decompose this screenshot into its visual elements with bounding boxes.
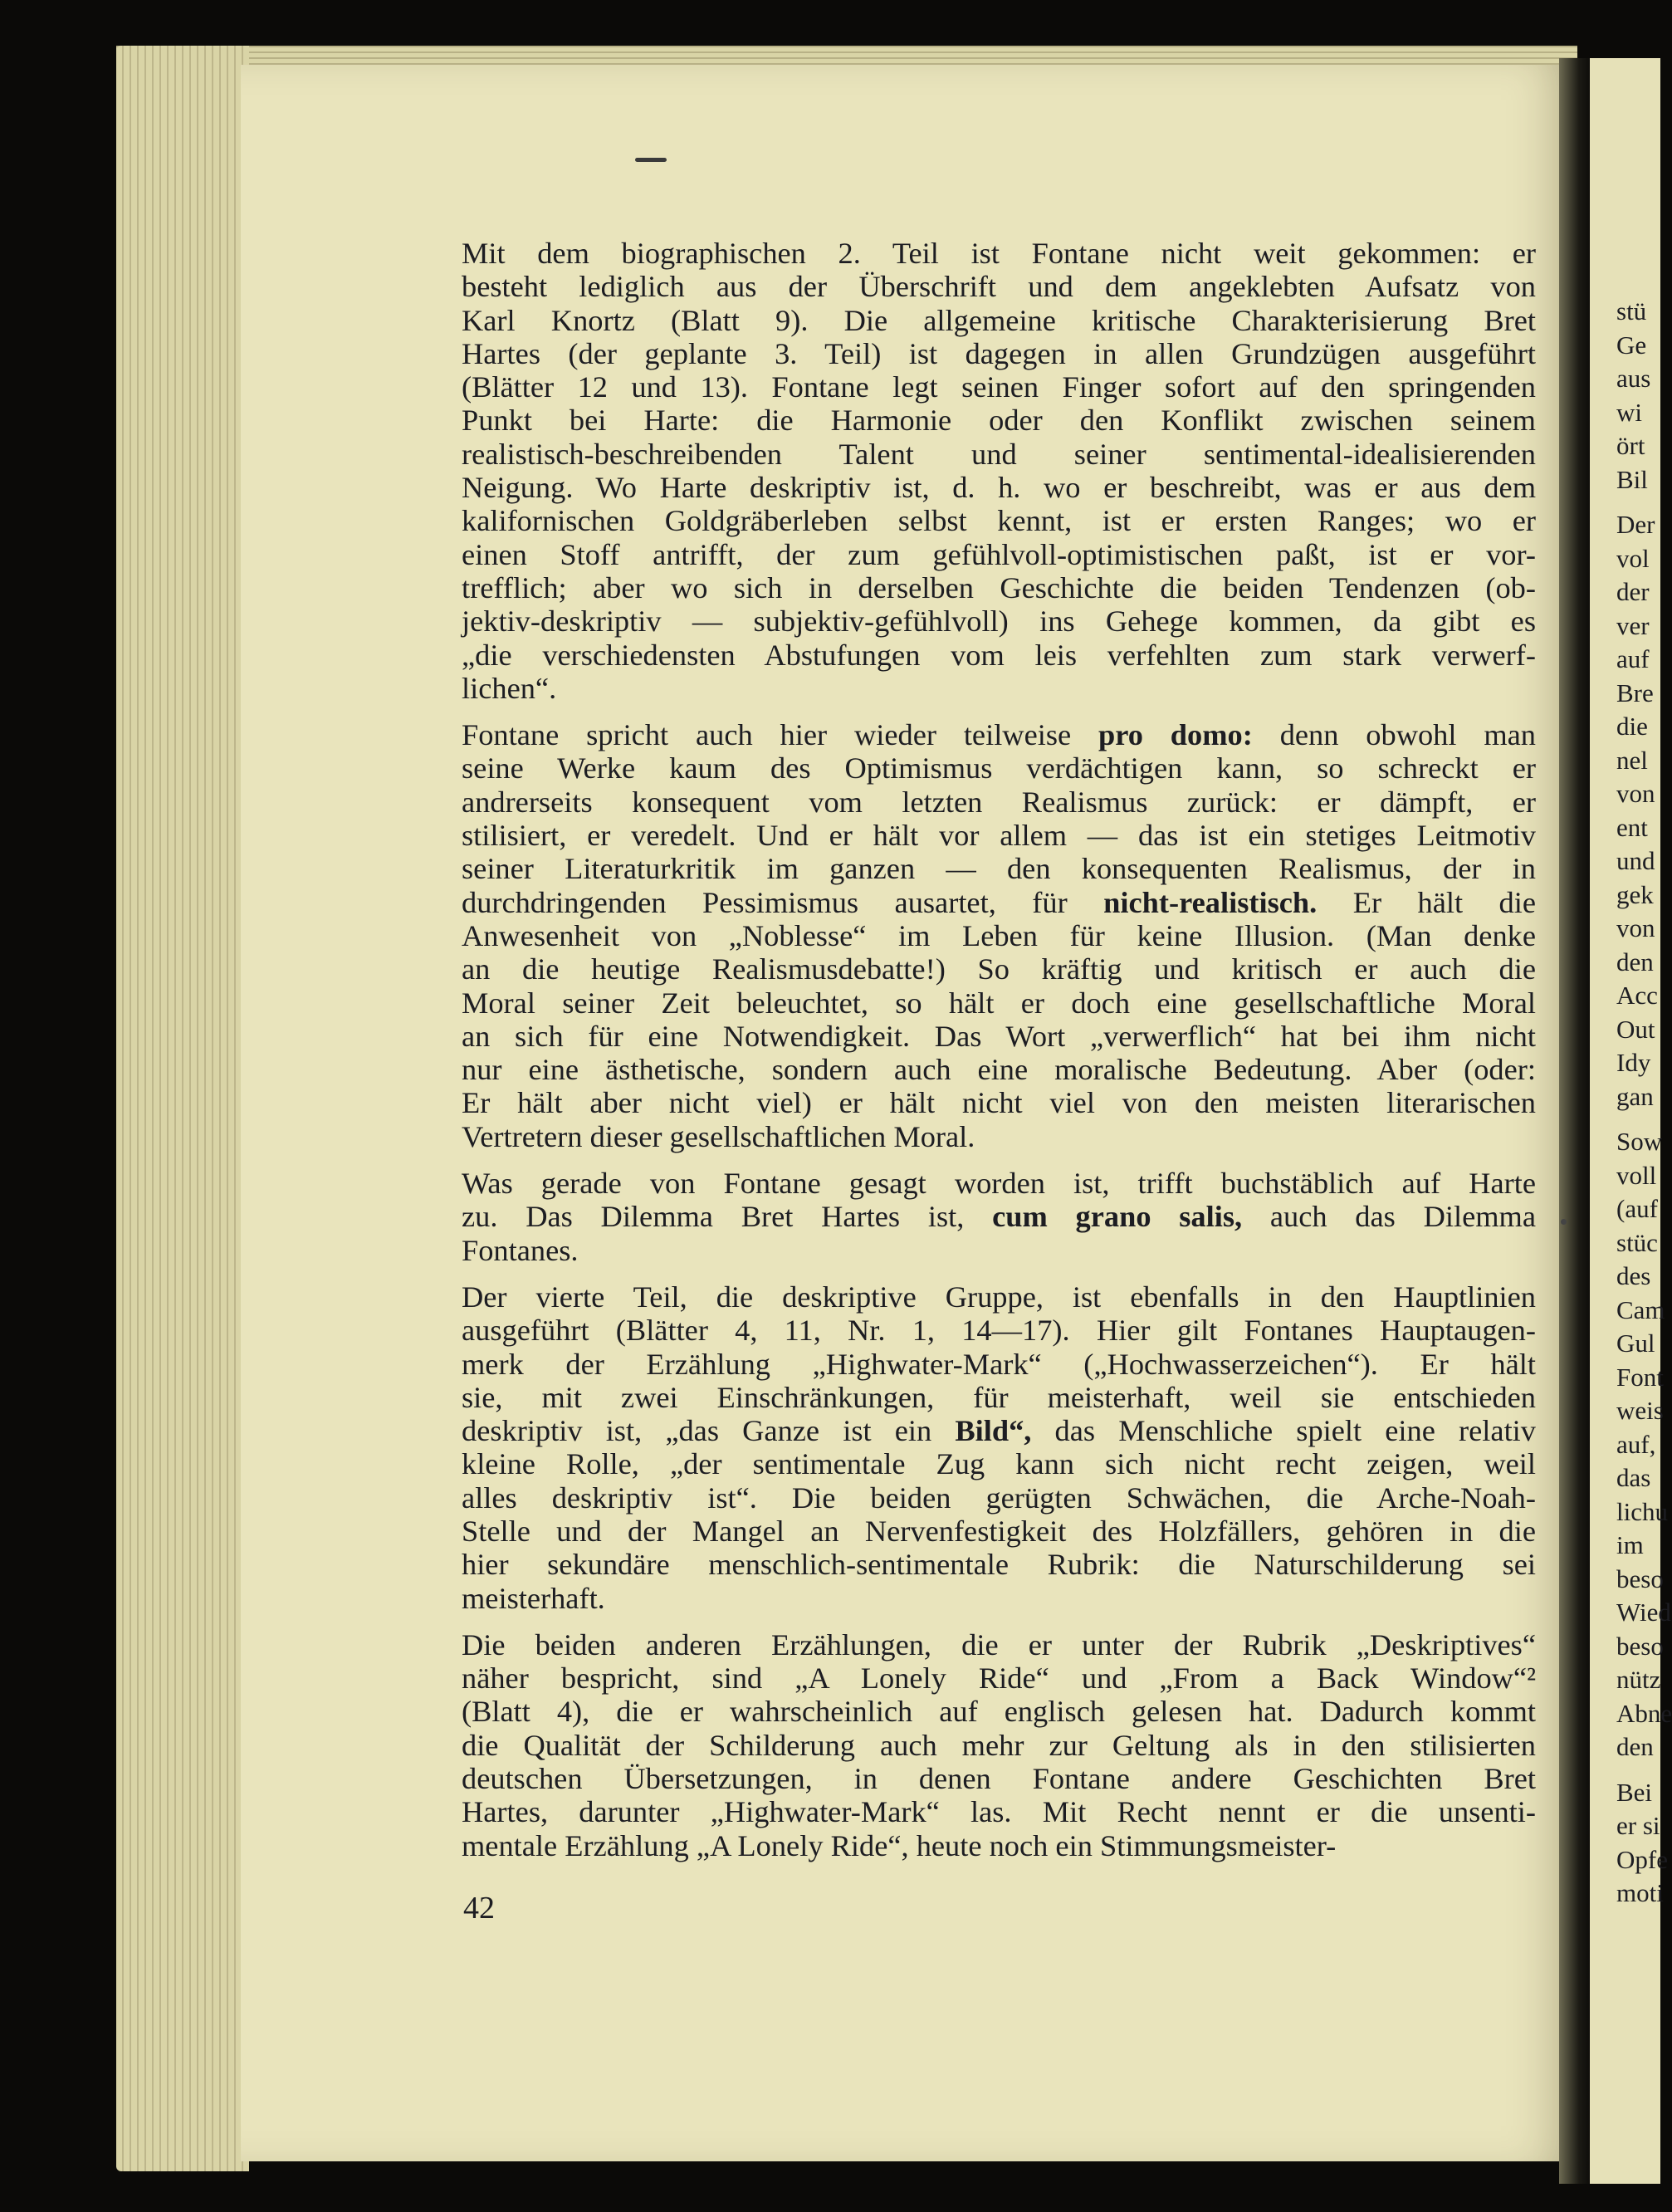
text-line: deskriptiv ist, „das Ganze ist ein Bild“, das Menschliche spielt eine relativ <box>462 1414 1536 1448</box>
text-line: lichen“. <box>462 671 557 705</box>
text-line: andrerseits konsequent vom letzten Realismus zurück: er dämpft, er <box>462 785 1536 819</box>
paragraph <box>462 718 1536 1153</box>
facing-page-fragment: Abne <box>1616 1698 1672 1728</box>
facing-page-fragment: ent <box>1616 812 1648 842</box>
facing-page-fragment: Ge <box>1616 330 1647 360</box>
book-gutter <box>1559 58 1592 2184</box>
facing-page-fragment: (auf <box>1616 1194 1658 1223</box>
facing-page-fragment: des <box>1616 1261 1651 1290</box>
facing-page-fragment: Bil <box>1616 464 1648 494</box>
facing-page-fragment: gek <box>1616 879 1654 909</box>
facing-page-fragment: stü <box>1616 296 1647 325</box>
text-line: Hartes (der geplante 3. Teil) ist dagegen in allen Grundzügen ausgeführt <box>462 336 1536 370</box>
text-line: Moral seiner Zeit beleuchtet, so hält er doch eine gesellschaftliche Moral <box>462 986 1536 1020</box>
bold-term: cum grano salis, <box>992 1200 1243 1234</box>
text-line: (Blätter 12 und 13). Fontane legt seinen Finger sofort auf den springenden <box>462 370 1536 404</box>
text-line: hier sekundäre menschlich-sentimentale Rubrik: die Naturschilderung sei <box>462 1548 1536 1582</box>
text-line: realistisch-beschreibenden Talent und seiner sentimental-idealisierenden <box>462 437 1536 471</box>
text-line: kleine Rolle, „der sentimentale Zug kann sich nicht recht zeigen, weil <box>462 1447 1536 1481</box>
margin-dot <box>1561 1219 1567 1225</box>
bold-term: nicht-realistisch. <box>1103 885 1318 919</box>
text-line: Fontane spricht auch hier wieder teilweise pro domo: denn obwohl man <box>462 718 1536 752</box>
text-line: Mit dem biographischen 2. Teil ist Fontane nicht weit gekommen: er <box>462 237 1536 270</box>
text-line: ausgeführt (Blätter 4, 11, Nr. 1, 14—17). Hier gilt Fontanes Hauptaugen- <box>462 1314 1536 1348</box>
text-line: merk der Erzählung „Highwater-Mark“ („Hochwasserzeichen“). Er hält <box>462 1347 1536 1381</box>
facing-page-fragment: Bei <box>1616 1777 1653 1807</box>
text-line: zu. Das Dilemma Bret Hartes ist, cum grano salis, auch das Dilemma <box>462 1200 1536 1234</box>
facing-page-fragment: gan <box>1616 1081 1654 1111</box>
facing-page-fragment: voll <box>1616 1160 1657 1190</box>
text-line: kalifornischen Goldgräberleben selbst kennt, ist er ersten Ranges; wo er <box>462 504 1536 538</box>
text-line: seiner Literaturkritik im ganzen — den konsequenten Realismus, der in <box>462 852 1536 886</box>
text-line: Vertretern dieser gesellschaftlichen Moral. <box>462 1119 975 1153</box>
facing-page <box>1590 58 1672 2184</box>
text-line: „die verschiedensten Abstufungen vom leis verfehlten zum stark verwerf- <box>462 638 1536 672</box>
bold-term: pro domo: <box>1098 718 1253 752</box>
page-stack-side-edge <box>116 46 249 2171</box>
text-line: einen Stoff antrifft, der zum gefühlvoll-optimistischen paßt, ist er vor- <box>462 537 1536 571</box>
facing-page-fragment: nütz <box>1616 1665 1661 1694</box>
facing-page-fragment: Out <box>1616 1014 1655 1044</box>
facing-page-fragment: Bre <box>1616 678 1654 707</box>
paragraph <box>462 1628 1536 1862</box>
facing-page-fragment: wi <box>1616 397 1642 427</box>
text-line: Er hält aber nicht viel) er hält nicht viel von den meisten literarischen <box>462 1086 1536 1120</box>
paragraph <box>462 1167 1536 1267</box>
text-line: trefflich; aber wo sich in derselben Geschichte die beiden Tendenzen (ob- <box>462 570 1536 604</box>
text-line: durchdringenden Pessimismus ausartet, für nicht-realistisch. Er hält die <box>462 885 1537 919</box>
text-line: nur eine ästhetische, sondern auch eine moralische Bedeutung. Aber (oder: <box>462 1053 1536 1087</box>
text-line: Punkt bei Harte: die Harmonie oder den Konflikt zwischen seinem <box>462 404 1536 438</box>
bold-term: Bild“, <box>955 1414 1032 1448</box>
text-line: Karl Knortz (Blatt 9). Die allgemeine kritische Charakterisierung Bret <box>462 303 1536 337</box>
facing-page-fragment: von <box>1616 779 1655 808</box>
facing-page-fragment: auf <box>1616 644 1650 673</box>
text-line: an sich für eine Notwendigkeit. Das Wort „verwerflich“ hat bei ihm nicht <box>462 1019 1536 1053</box>
facing-page-fragment: lichu <box>1616 1496 1668 1526</box>
facing-page-fragment: den <box>1616 947 1654 976</box>
text-line: die Qualität der Schilderung auch mehr zur Geltung als in den stilisierten <box>462 1728 1536 1762</box>
text-line: seine Werke kaum des Optimismus verdächtigen kann, so schreckt er <box>462 751 1536 785</box>
facing-page-fragment: die <box>1616 712 1648 741</box>
facing-page-text-fragments <box>1616 295 1672 1911</box>
text-line: Anwesenheit von „Noblesse“ im Leben für keine Illusion. (Man denke <box>462 918 1536 952</box>
facing-page-fragment: Der <box>1616 510 1655 539</box>
paragraph <box>462 1280 1536 1615</box>
facing-page-fragment: ver <box>1616 610 1650 640</box>
text-line: Neigung. Wo Harte deskriptiv ist, d. h. wo er beschreibt, was er aus dem <box>462 471 1536 505</box>
text-line: an die heutige Realismusdebatte!) So kräftig und kritisch er auch die <box>462 952 1536 986</box>
body-text <box>462 237 1536 1876</box>
text-line: Was gerade von Fontane gesagt worden ist, trifft buchstäblich auf Harte <box>462 1167 1536 1201</box>
text-line: (Blatt 4), die er wahrscheinlich auf englisch gelesen hat. Dadurch kommt <box>462 1695 1536 1729</box>
facing-page-fragment: beso <box>1616 1564 1664 1593</box>
facing-page-fragment: ört <box>1616 431 1645 460</box>
text-line: meisterhaft. <box>462 1581 605 1615</box>
text-line: Die beiden anderen Erzählungen, die er unter der Rubrik „Deskriptives“ <box>462 1627 1536 1661</box>
facing-page-fragment: Cam <box>1616 1294 1665 1324</box>
facing-page-fragment: Idy <box>1616 1048 1651 1077</box>
facing-page-fragment: stüc <box>1616 1227 1658 1257</box>
text-line: Der vierte Teil, die deskriptive Gruppe, ist ebenfalls in den Hauptlinien <box>462 1280 1536 1314</box>
facing-page-fragment: er si <box>1616 1811 1660 1840</box>
facing-page-fragment: nel <box>1616 745 1648 775</box>
text-line: näher bespricht, sind „A Lonely Ride“ und „From a Back Window“² <box>462 1661 1536 1696</box>
facing-page-fragment: Sow <box>1616 1127 1663 1156</box>
text-line: jektiv-deskriptiv — subjektiv-gefühlvoll) ins Gehege kommen, da gibt es <box>462 604 1536 639</box>
text-line: besteht lediglich aus der Überschrift und dem angeklebten Aufsatz von <box>462 270 1536 304</box>
facing-page-fragment: vol <box>1616 543 1650 573</box>
facing-page-fragment: aus <box>1616 364 1651 393</box>
facing-page-fragment: Opfe <box>1616 1844 1668 1874</box>
text-line: stilisiert, er veredelt. Und er hält vor allem — das ist ein stetiges Leitmotiv <box>462 819 1536 853</box>
text-line: Hartes, darunter „Highwater-Mark“ las. Mit Recht nennt er die unsenti- <box>462 1795 1536 1829</box>
facing-page-fragment: und <box>1616 846 1655 875</box>
text-line: sie, mit zwei Einschränkungen, für meisterhaft, weil sie entschieden <box>462 1380 1536 1414</box>
facing-page-fragment: das <box>1616 1463 1651 1492</box>
facing-page-fragment: im <box>1616 1530 1644 1559</box>
facing-page-fragment: beso <box>1616 1631 1664 1661</box>
paragraph <box>462 237 1536 705</box>
pencil-mark <box>635 158 667 162</box>
facing-page-fragment: Acc <box>1616 981 1658 1010</box>
facing-page-fragment: der <box>1616 577 1650 606</box>
text-line: Stelle und der Mangel an Nervenfestigkeit des Holzfällers, gehören in die <box>462 1514 1536 1548</box>
facing-page-fragment: Gul <box>1616 1329 1655 1358</box>
text-line: deutschen Übersetzungen, in denen Fontane andere Geschichten Bret <box>462 1762 1536 1796</box>
text-line: mentale Erzählung „A Lonely Ride“, heute noch ein Stimmungsmeister- <box>462 1828 1337 1862</box>
facing-page-fragment: Wied <box>1616 1598 1671 1627</box>
facing-page-fragment: von <box>1616 913 1655 942</box>
page-number: 42 <box>463 1891 495 1926</box>
text-line: alles deskriptiv ist“. Die beiden gerügten Schwächen, die Arche-Noah- <box>462 1480 1536 1515</box>
facing-page-fragment: Font <box>1616 1362 1664 1392</box>
facing-page-fragment: moti <box>1616 1878 1664 1907</box>
facing-page-fragment: weis <box>1616 1396 1664 1425</box>
text-line: Fontanes. <box>462 1233 579 1267</box>
facing-page-fragment: auf, <box>1616 1429 1656 1459</box>
facing-page-fragment: den <box>1616 1732 1654 1761</box>
